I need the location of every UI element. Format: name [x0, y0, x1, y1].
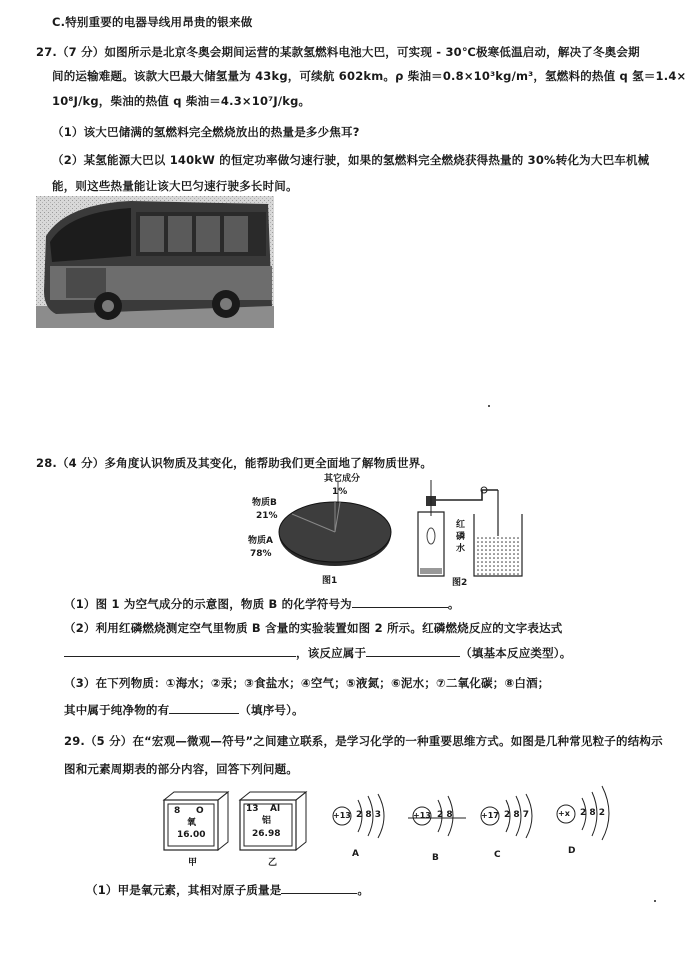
atom-c-caption: C — [494, 850, 501, 860]
q28-sub2: （2）利用红磷燃烧测定空气里物质 B 含量的实验装置如图 2 所示。红磷燃烧反应的文字表达式 — [64, 621, 563, 635]
aluminum-number: 13 — [246, 804, 259, 814]
q27-sub2: （2）某氢能源大巴以 140kW 的恒定功率做匀速行驶，如果的氢燃料完全燃烧获得热量的 30%转化为大巴车机械 — [52, 153, 650, 167]
q28-sub1-text: （1）图 1 为空气成分的示意图，物质 B 的化学符号为 — [64, 597, 352, 611]
oxygen-symbol: O — [196, 806, 204, 816]
scan-speck — [654, 900, 656, 902]
atom-d-nucleus: +x — [558, 809, 570, 818]
atom-d-caption: D — [568, 846, 576, 856]
q28-sub1 — [64, 596, 460, 612]
q28-sub2-end: （填基本反应类型）。 — [460, 646, 572, 660]
atom-c-shells: 2 8 7 — [504, 810, 530, 820]
fig1-other-label: 其它成分 — [324, 474, 361, 484]
aluminum-mass: 26.98 — [252, 829, 281, 839]
scan-speck — [488, 405, 490, 407]
figure-2-apparatus — [412, 476, 527, 594]
q29-line2: 图和元素周期表的部分内容，回答下列问题。 — [64, 762, 298, 776]
q27-sub1: （1）该大巴储满的氢燃料完全燃烧放出的热量是多少焦耳? — [52, 125, 360, 139]
atom-diagram-b — [408, 792, 470, 862]
q27-sub2b: 能，则这些热量能让该大巴匀速行驶多长时间。 — [52, 179, 298, 193]
fig1-caption: 图1 — [322, 576, 338, 586]
q29-sub1 — [86, 882, 369, 898]
q27-line2: 间的运输难题。该款大巴最大储氢量为 43kg，可续航 602km。ρ 柴油＝0.8×10³kg/m³，氢燃料的热值 q 氢＝1.4× — [52, 69, 687, 83]
aluminum-symbol: Al — [270, 804, 281, 814]
q29-sub1-blank[interactable] — [281, 882, 357, 894]
q28-sub3b-text: 其中属于纯净物的有 — [64, 703, 170, 717]
q28-sub3: （3）在下列物质：①海水；②汞；③食盐水；④空气；⑤液氮；⑥泥水；⑦二氧化碳；⑧白酒； — [64, 676, 550, 690]
q28-sub2-line2 — [64, 645, 571, 661]
atom-c-nucleus: +17 — [481, 811, 499, 820]
q29-sub1-end: 。 — [357, 883, 370, 897]
atom-diagram-c — [478, 792, 548, 862]
q28-sub3b — [64, 702, 304, 718]
q28-sub2-blank-type[interactable] — [366, 645, 460, 657]
atom-a-nucleus: +13 — [333, 811, 351, 820]
fig2-caption: 图2 — [452, 578, 468, 588]
atom-d-shells: 2 8 2 — [580, 808, 606, 818]
periodic-cell-oxygen — [160, 790, 230, 852]
bus-photo — [36, 196, 274, 328]
q28-sub1-blank[interactable] — [352, 596, 448, 608]
fig1-b-pct: 21% — [256, 511, 278, 521]
atom-diagram-d — [554, 782, 624, 860]
atom-diagram-a — [330, 792, 402, 862]
q29-sub1-text: （1）甲是氧元素，其相对原子质量是 — [86, 883, 282, 897]
q28-sub3b-blank[interactable] — [169, 702, 239, 714]
fig2-label-1: 红 — [456, 520, 466, 530]
q28-sub1-end: 。 — [447, 597, 460, 611]
fig1-a-label: 物质A — [248, 536, 273, 546]
q28-sub3b-end: （填序号）。 — [239, 703, 304, 717]
q27-line3: 10⁸J/kg，柴油的热值 q 柴油＝4.3×10⁷J/kg。 — [52, 94, 311, 108]
atom-a-caption: A — [352, 849, 359, 859]
caption-jia: 甲 — [188, 858, 198, 868]
atom-b-caption: B — [432, 853, 439, 863]
caption-yi: 乙 — [268, 858, 278, 868]
q27-line1: 27.（7 分）如图所示是北京冬奥会期间运营的某款氢燃料电池大巴，可实现 - 30℃极寒低温启动，解决了冬奥会期 — [36, 45, 640, 59]
fig2-label-2: 磷 — [456, 532, 466, 542]
atom-a-shells: 2 8 3 — [356, 810, 382, 820]
oxygen-mass: 16.00 — [177, 830, 206, 840]
periodic-cell-aluminum — [236, 790, 308, 852]
aluminum-name: 铝 — [262, 816, 272, 826]
q29-line1: 29.（5 分）在“宏观—微观—符号”之间建立联系，是学习化学的一种重要思维方式。如图是几种常见粒子的结构示 — [64, 734, 663, 748]
atom-b-shells: 2 8 — [437, 810, 453, 820]
fig2-label-3: 水 — [456, 544, 466, 554]
atom-b-nucleus: +13 — [413, 811, 431, 820]
q28-sub2-mid: ，该反应属于 — [296, 646, 367, 660]
oxygen-name: 氧 — [187, 818, 197, 828]
figure-1-air-composition — [250, 472, 400, 592]
fig1-other-pct: 1% — [332, 487, 348, 497]
q26-option-c: C.特别重要的电器导线用昂贵的银来做 — [52, 15, 253, 29]
fig1-a-pct: 78% — [250, 549, 272, 559]
fig1-b-label: 物质B — [252, 498, 277, 508]
oxygen-number: 8 — [174, 806, 181, 816]
q28-intro: 28.（4 分）多角度认识物质及其变化，能帮助我们更全面地了解物质世界。 — [36, 456, 433, 470]
q28-sub2-blank-expression[interactable] — [64, 645, 296, 657]
